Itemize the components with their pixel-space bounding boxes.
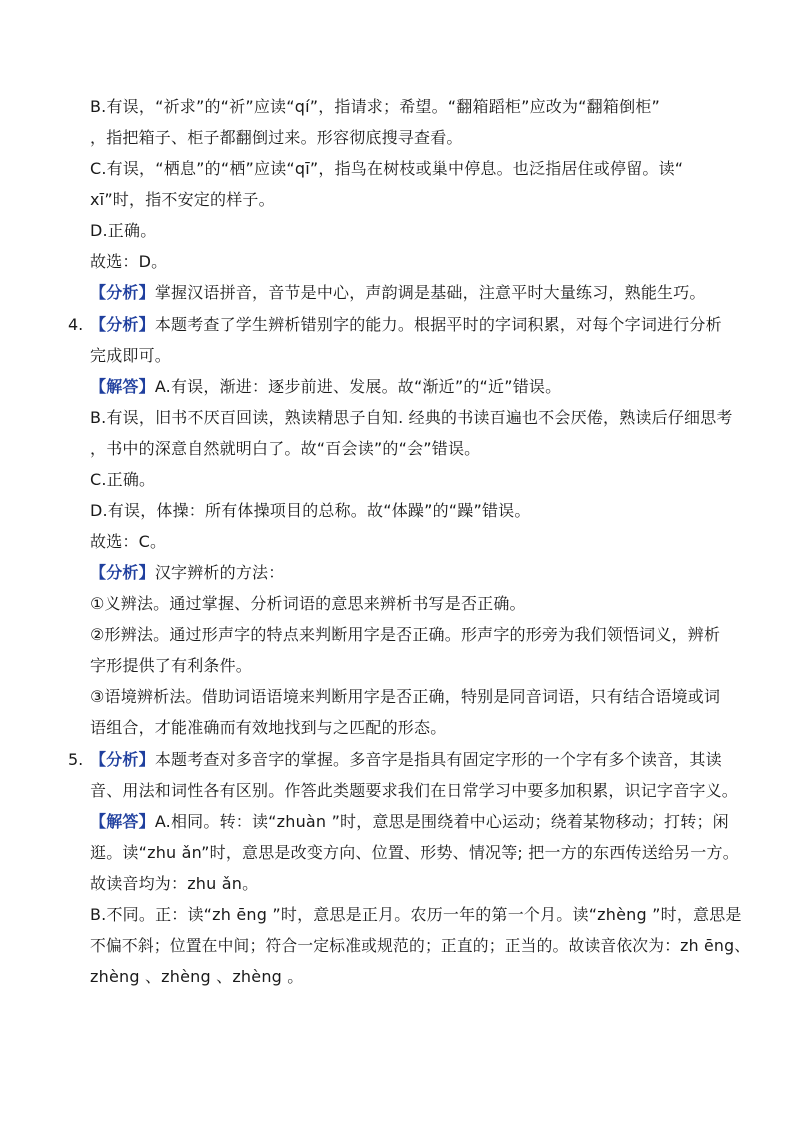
analysis-tag: 【分析】	[90, 315, 155, 334]
answer-tag: 【解答】	[90, 377, 155, 396]
q3-option-c-line2: xī”时，指不安定的样子。	[90, 190, 275, 209]
q5-option-b-line1: B.不同。正：读“zh ēng ”时，意思是正月。农历一年的第一个月。读“zhèng ”时，意思是	[90, 905, 742, 924]
q3-analysis	[90, 282, 706, 304]
q5-analysis-text1: 本题考查对多音字的掌握。多音字是指具有固定字形的一个字有多个读音，其读	[154, 750, 722, 769]
q5-number: 5.	[68, 750, 84, 769]
q4-method-1: ①义辨法。通过掌握、分析词语的意思来辨析书写是否正确。	[90, 594, 526, 613]
q5-analysis-line1	[90, 749, 722, 771]
q4-answer-a	[90, 376, 561, 398]
q4-analysis-line1	[90, 314, 722, 336]
q3-option-b-line1: B.有误，“祈求”的“祈”应读“qí”，指请求；希望。“翻箱蹈柜”应改为“翻箱倒柜”	[90, 97, 660, 116]
q4-method-3-line1: ③语境辨析法。借助词语语境来判断用字是否正确，特别是同音词语，只有结合语境或词	[90, 687, 721, 706]
q5-answer-a-text1: A.相同。转：读“zhuàn ”时，意思是围绕着中心运动；绕着某物移动；打转；闲	[154, 812, 729, 831]
q3-analysis-text: 掌握汉语拼音，音节是中心，声韵调是基础，注意平时大量练习，熟能生巧。	[154, 283, 706, 302]
q4-option-b-line2: ，书中的深意自然就明白了。故“百会读”的“会”错误。	[90, 439, 481, 458]
q3-choice: 故选：D。	[90, 252, 168, 271]
q4-method-3-line2: 语组合，才能准确而有效地找到与之匹配的形态。	[90, 718, 447, 737]
q4-answer-a-text: A.有误，渐进：逐步前进、发展。故“渐近”的“近”错误。	[154, 377, 562, 396]
q4-method-2-line2: 字形提供了有利条件。	[90, 656, 253, 675]
analysis-tag: 【分析】	[90, 563, 155, 582]
q4-option-d: D.有误，体操：所有体操项目的总称。故“体躁”的“躁”错误。	[90, 501, 531, 520]
q5-analysis-line2: 音、用法和词性各有区别。作答此类题要求我们在日常学习中要多加积累，识记字音字义。	[90, 781, 739, 800]
q4-choice: 故选：C。	[90, 532, 167, 551]
q4-analysis-line2: 完成即可。	[90, 346, 172, 365]
answer-tag: 【解答】	[90, 812, 155, 831]
q3-option-c-line1: C.有误，“栖息”的“栖”应读“qī”，指鸟在树枝或巢中停息。也泛指居住或停留。读“	[90, 159, 684, 178]
q4-method-title	[90, 562, 284, 584]
q5-answer-a-line3: 故读音均为：zhu ǎn。	[90, 874, 259, 893]
q4-number: 4.	[68, 315, 84, 334]
analysis-tag: 【分析】	[90, 283, 155, 302]
q5-option-b-line2: 不偏不斜；位置在中间；符合一定标准或规范的；正直的；正当的。故读音依次为：zh ēng、	[90, 936, 751, 955]
q5-answer-a-line2: 逛。读“zhu ǎn”时，意思是改变方向、位置、形势、情况等; 把一方的东西传送给另一方。	[90, 843, 739, 862]
q4-option-c: C.正确。	[90, 470, 156, 489]
q5-answer-a-line1	[90, 811, 729, 833]
q4-method-text: 汉字辨析的方法：	[154, 563, 285, 582]
q3-option-b-line2: ，指把箱子、柜子都翻倒过来。形容彻底搜寻查看。	[90, 128, 463, 147]
q4-method-2-line1: ②形辨法。通过形声字的特点来判断用字是否正确。形声字的形旁为我们领悟词义，辨析	[90, 625, 721, 644]
q5-option-b-line3: zhèng 、zhèng 、zhèng 。	[90, 967, 304, 986]
q4-option-b-line1: B.有误，旧书不厌百回读，熟读精思子自知. 经典的书读百遍也不会厌倦，熟读后仔细思考	[90, 408, 733, 427]
analysis-tag: 【分析】	[90, 750, 155, 769]
q3-option-d: D.正确。	[90, 221, 157, 240]
q4-analysis-text1: 本题考查了学生辨析错别字的能力。根据平时的字词积累，对每个字词进行分析	[154, 315, 722, 334]
